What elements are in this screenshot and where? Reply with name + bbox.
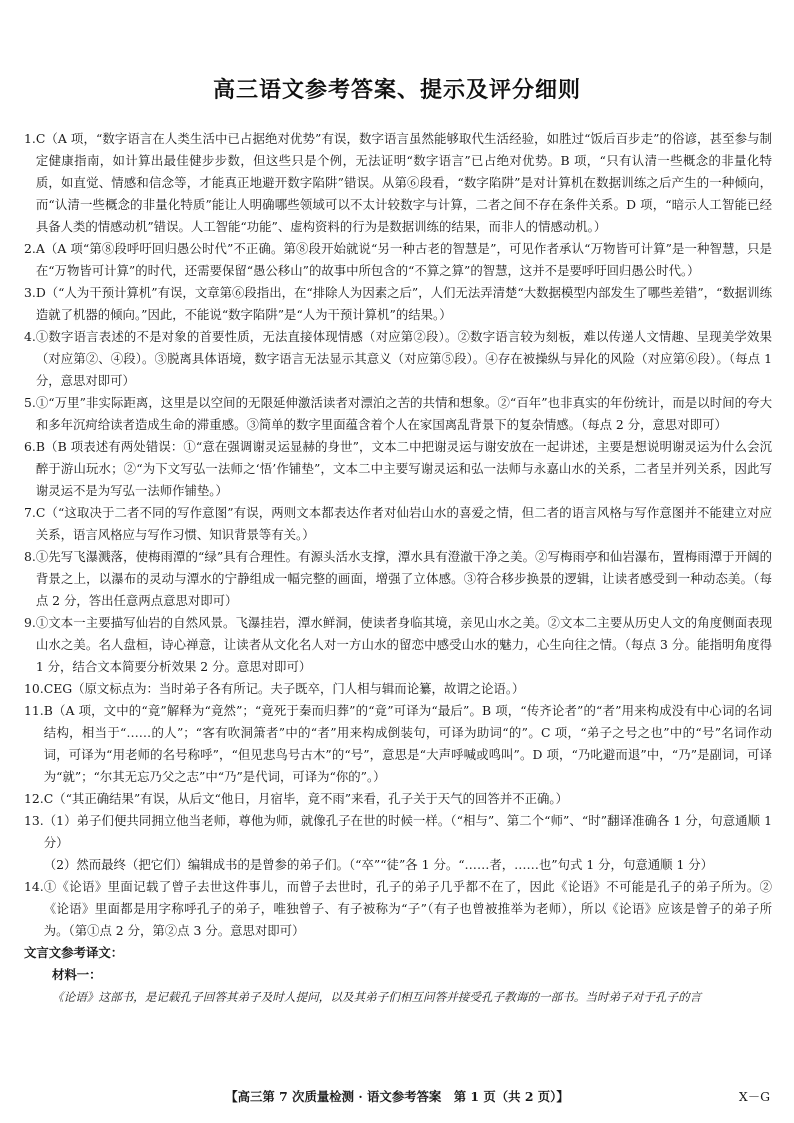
answer-item-10 — [24, 678, 772, 700]
footer-code: X－G — [738, 1089, 770, 1104]
answer-text: A（A 项“第⑧段呼吁回归愚公时代”不正确。第⑧段开始就说“另一种古老的智慧是”，可见作者承认“万物皆可计算”是一种智慧，只是在“万物皆可计算”的时代，还需要保留“愚公移山”的故事中所包含的“不算之算”的智慧，这并不是要呼吁回归愚公时代。） — [35, 241, 772, 278]
answer-list — [24, 128, 772, 1008]
answer-text: C（“其正确结果”有误，从后文“他日，月宿毕，竟不雨”来看，孔子关于天气的回答并不正确。） — [43, 791, 568, 806]
answer-number: 13. — [24, 813, 44, 828]
page-title: 高三语文参考答案、提示及评分细则 — [212, 78, 581, 103]
answer-number: 2. — [24, 241, 36, 256]
translation-text: 《论语》这部书，是记载孔子回答其弟子及时人提问，以及其弟子们相互问答并接受孔子教诲的一部书。当时弟子对于孔子的言 — [52, 990, 702, 1004]
answer-text: ①《论语》里面记载了曾子去世这件事儿，而曾子去世时，孔子的弟子几乎都不在了，因此《论语》不可能是孔子的弟子所为。②《论语》里面都是用字称呼孔子的弟子，唯独曾子、有子被称为“子”（有子也曾被推举为老师），所以《论语》应该是曾子的弟子所为。（第①点 2 分，第②点 3 分。意思对即可） — [43, 879, 772, 938]
answer-number: 9. — [24, 615, 36, 630]
answer-text-group — [44, 810, 772, 876]
answer-text: ①数字语言表述的不是对象的首要性质，无法直接体现情感（对应第②段）。②数字语言较为刻板，难以传递人文情趣、呈现美学效果（对应第②、④段）。③脱离具体语境，数字语言无法显示其意义（对应第⑤段）。④存在被操纵与异化的风险（对应第⑥段）。（每点 1 分，意思对即可） — [35, 329, 772, 388]
answer-item-8 — [24, 546, 772, 612]
answer-item-9 — [24, 612, 772, 678]
answer-item-7 — [24, 502, 772, 546]
answer-item-5 — [24, 392, 772, 436]
answer-text: C（“这取决于二者不同的写作意图”有误，两则文本都表达作者对仙岩山水的喜爱之情，但二者的语言风格与写作意图并不能建立对应关系，语言风格应与写作习惯、知识背景等有关。） — [35, 505, 772, 542]
answer-text: D（“人为干预计算机”有误，文章第⑥段指出，在“排除人为因素之后”，人们无法弄清楚“大数据模型内部发生了哪些差错”，“数据训练造就了机器的倾向。”因此，不能说“数字陷阱”是“人为干预计算机”的结果。） — [35, 285, 772, 322]
page-footer — [0, 1087, 794, 1107]
answer-text: ①先写飞瀑溅落，使梅雨潭的“绿”具有合理性。有源头活水支撑，潭水具有澄澈干净之美。②写梅雨亭和仙岩瀑布，置梅雨潭于开阔的背景之上，以瀑布的灵动与潭水的宁静组成一幅完整的画面，增强了立体感。③符合移步换景的逻辑，让读者感受到一种动态美。（每点 2 分，答出任意两点意思对即可） — [35, 549, 772, 608]
answer-number: 3. — [24, 285, 36, 300]
answer-number: 11. — [24, 703, 44, 718]
answer-number: 12. — [24, 791, 44, 806]
answer-number: 7. — [24, 505, 36, 520]
answer-text: C（A 项，“数字语言在人类生活中已占据绝对优势”有误，数字语言虽然能够取代生活经验，如胜过“饭后百步走”的俗谚，甚至参与制定健康指南，如计算出最佳健步步数，但这些只是个例，无法证明“数字语言”已占绝对优势。B 项，“只有认清一些概念的非量化特质，如直觉、情感和信念等，才能真正地避开数字陷阱”错误。从第⑥段看，“数字陷阱”是对计算机在数据训练之后产生的一种倾向，而“认清一些概念的非量化特质”能让人明确哪些领域可以不太计较数字与计算，二者之间不存在条件关系。D 项，“暗示人工智能已经具备人类的情感动机”错误。人工智能“功能”、虚构资料的行为是数据训练的结果，而非人的情感动机。） — [35, 131, 772, 234]
answer-item-13 — [24, 810, 772, 876]
answer-subpart-2: （2）然而最终（把它们）编辑成书的是曾参的弟子们。（“卒”“徒”各 1 分。“……者，……也”句式 1 分，句意通顺 1 分） — [43, 857, 714, 872]
answer-text: ①文本一主要描写仙岩的自然风景。飞瀑挂岩，潭水鲜洞，使读者身临其境，亲见山水之美。②文本二主要从历史人文的角度侧面表现山水之美。名人盘桓，诗心禅意，让读者从文化名人对一方山水的留恋中感受山水的魅力，心生向往之情。（每点 3 分。能指明角度得 1 分，结合文本简要分析效果 2 分。意思对即可） — [35, 615, 772, 674]
answer-number: 4. — [24, 329, 36, 344]
answer-item-11 — [24, 700, 772, 788]
answer-item-1 — [24, 128, 772, 238]
answer-text: B（A 项，文中的“竟”解释为“竟然”；“竟死于秦而归葬”的“竟”可译为“最后”。B 项，“传齐论者”的“者”用来构成没有中心词的名词结构，相当于“……的人”；“客有吹洞箫者”中的“者”用来构成倒装句，可译为助词“的”。C 项，“弟子之号之也”中的“号”名词作动词，可译为“用老师的名号称呼”，“但见悲鸟号古木”的“号”，意思是“大声呼喊或鸣叫”。D 项，“乃叱避而退”中，“乃”是副词，可译为“就”；“尔其无忘乃父之志”中“乃”是代词，可译为“你的”。） — [43, 703, 772, 784]
answer-item-4 — [24, 326, 772, 392]
answer-number: 6. — [24, 439, 36, 454]
answer-number: 8. — [24, 549, 36, 564]
answer-item-12 — [24, 788, 772, 810]
answer-number: 10. — [24, 681, 44, 696]
answer-number: 14. — [24, 879, 44, 894]
translation-section-heading: 文言文参考译文： — [24, 945, 124, 960]
answer-item-14 — [24, 876, 772, 942]
answer-number: 1. — [24, 131, 36, 146]
answer-item-6 — [24, 436, 772, 502]
answer-text: B（B 项表述有两处错误：①“意在强调谢灵运显赫的身世”，文本二中把谢灵运与谢安放在一起讲述，主要是想说明谢灵运为什么会沉醉于游山玩水；②“为下文写弘一法师之‘悟’作铺垫”，文本二中主要写谢灵运和弘一法师与永嘉山水的关系，二者呈并列关系，因此写谢灵运不是为写弘一法师作铺垫。） — [35, 439, 772, 498]
answer-text: ①“万里”非实际距离，这里是以空间的无限延伸激活读者对漂泊之苦的共情和想象。②“百年”也非真实的年份统计，而是以时间的夸大和多年沉疴给读者造成生命的滞重感。③简单的数字里面蕴含着个人在家国离乱背景下的复杂情感。（每点 2 分，意思对即可） — [35, 395, 772, 432]
material-one-heading: 材料一： — [52, 967, 102, 982]
answer-number: 5. — [24, 395, 36, 410]
answer-item-3 — [24, 282, 772, 326]
answer-text: CEG（原文标点为：当时弟子各有所记。夫子既卒，门人相与辑而论纂，故谓之论语。） — [43, 681, 525, 696]
answer-item-2 — [24, 238, 772, 282]
footer-page-info: 【高三第 7 次质量检测 · 语文参考答案 第 1 页（共 2 页）】 — [225, 1089, 569, 1104]
answer-subpart-1: （1）弟子们便共同拥立他当老师，尊他为师，就像孔子在世的时候一样。（“相与”、第二个“师”、“时”翻译准确各 1 分，句意通顺 1 分） — [43, 813, 772, 850]
